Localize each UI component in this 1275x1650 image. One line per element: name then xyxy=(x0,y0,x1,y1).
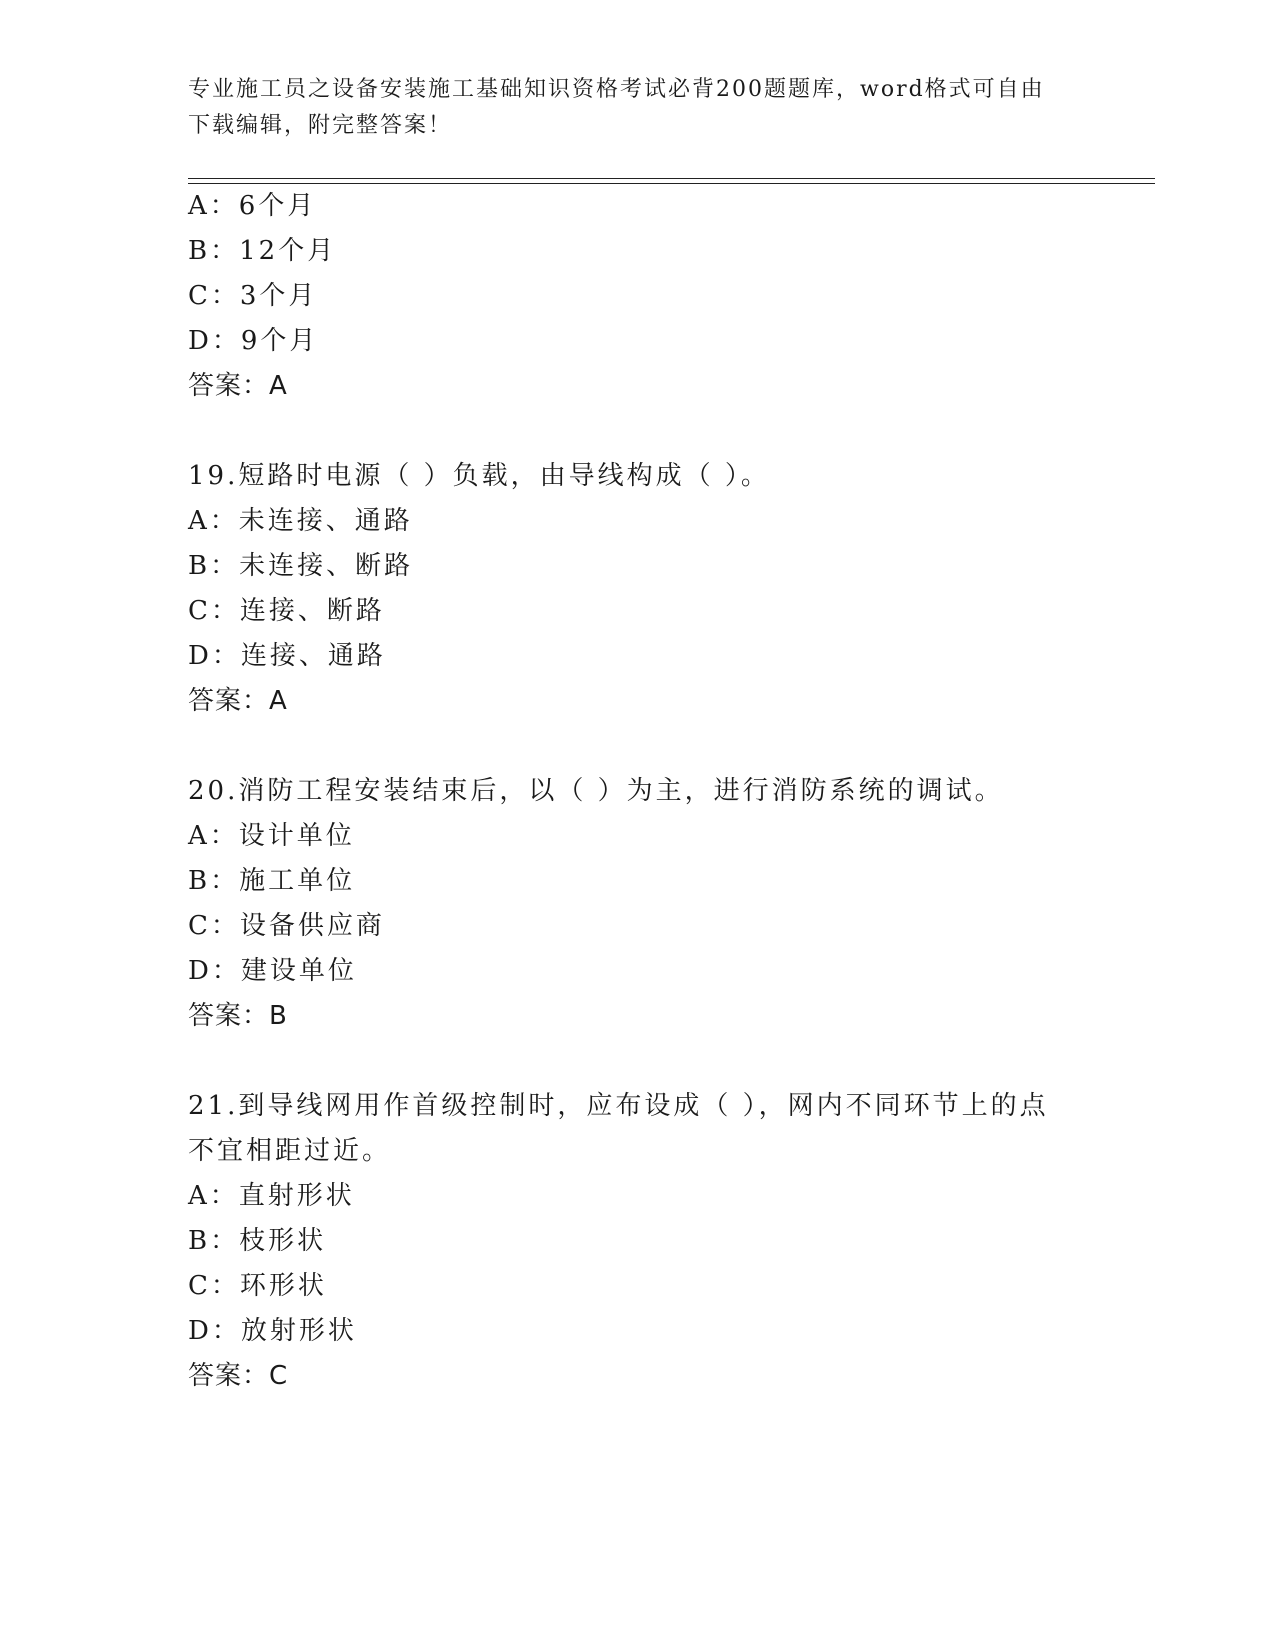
q21-option-c: C：环形状 xyxy=(188,1271,327,1301)
q18-answer: 答案：A xyxy=(188,371,288,401)
header-line-1: 专业施工员之设备安装施工基础知识资格考试必背200题题库，word格式可自由 xyxy=(188,77,1045,102)
q20-question: 20.消防工程安装结束后，以（ ）为主，进行消防系统的调试。 xyxy=(188,776,1004,806)
header-divider-top xyxy=(188,178,1155,179)
q21-question-line-2: 不宜相距过近。 xyxy=(188,1136,392,1166)
q20-option-b: B：施工单位 xyxy=(188,866,356,896)
q21-option-b: B：枝形状 xyxy=(188,1226,327,1256)
q19-answer: 答案：A xyxy=(188,686,288,716)
q18-option-b: B：12个月 xyxy=(188,236,337,266)
q19-option-d: D：连接、通路 xyxy=(188,641,386,671)
q20-answer: 答案：B xyxy=(188,1001,288,1031)
q19-option-b: B：未连接、断路 xyxy=(188,551,414,581)
q20-option-a: A：设计单位 xyxy=(188,821,355,851)
document-header xyxy=(188,72,1068,144)
q19-option-a: A：未连接、通路 xyxy=(188,506,413,536)
q18-option-d: D：9个月 xyxy=(188,326,319,356)
header-divider-bottom xyxy=(188,183,1155,184)
q19-question: 19.短路时电源（ ）负载，由导线构成（ ）。 xyxy=(188,461,770,491)
header-line-2: 下载编辑，附完整答案！ xyxy=(188,113,453,138)
q21-option-a: A：直射形状 xyxy=(188,1181,355,1211)
q18-option-c: C：3个月 xyxy=(188,281,318,311)
q21-answer: 答案：C xyxy=(188,1361,289,1391)
q21-option-d: D：放射形状 xyxy=(188,1316,357,1346)
q18-option-a: A：6个月 xyxy=(188,191,317,221)
q20-option-c: C：设备供应商 xyxy=(188,911,385,941)
q19-option-c: C：连接、断路 xyxy=(188,596,385,626)
q21-question-line-1: 21.到导线网用作首级控制时，应布设成（ ），网内不同环节上的点 xyxy=(188,1091,1049,1121)
q20-option-d: D：建设单位 xyxy=(188,956,357,986)
